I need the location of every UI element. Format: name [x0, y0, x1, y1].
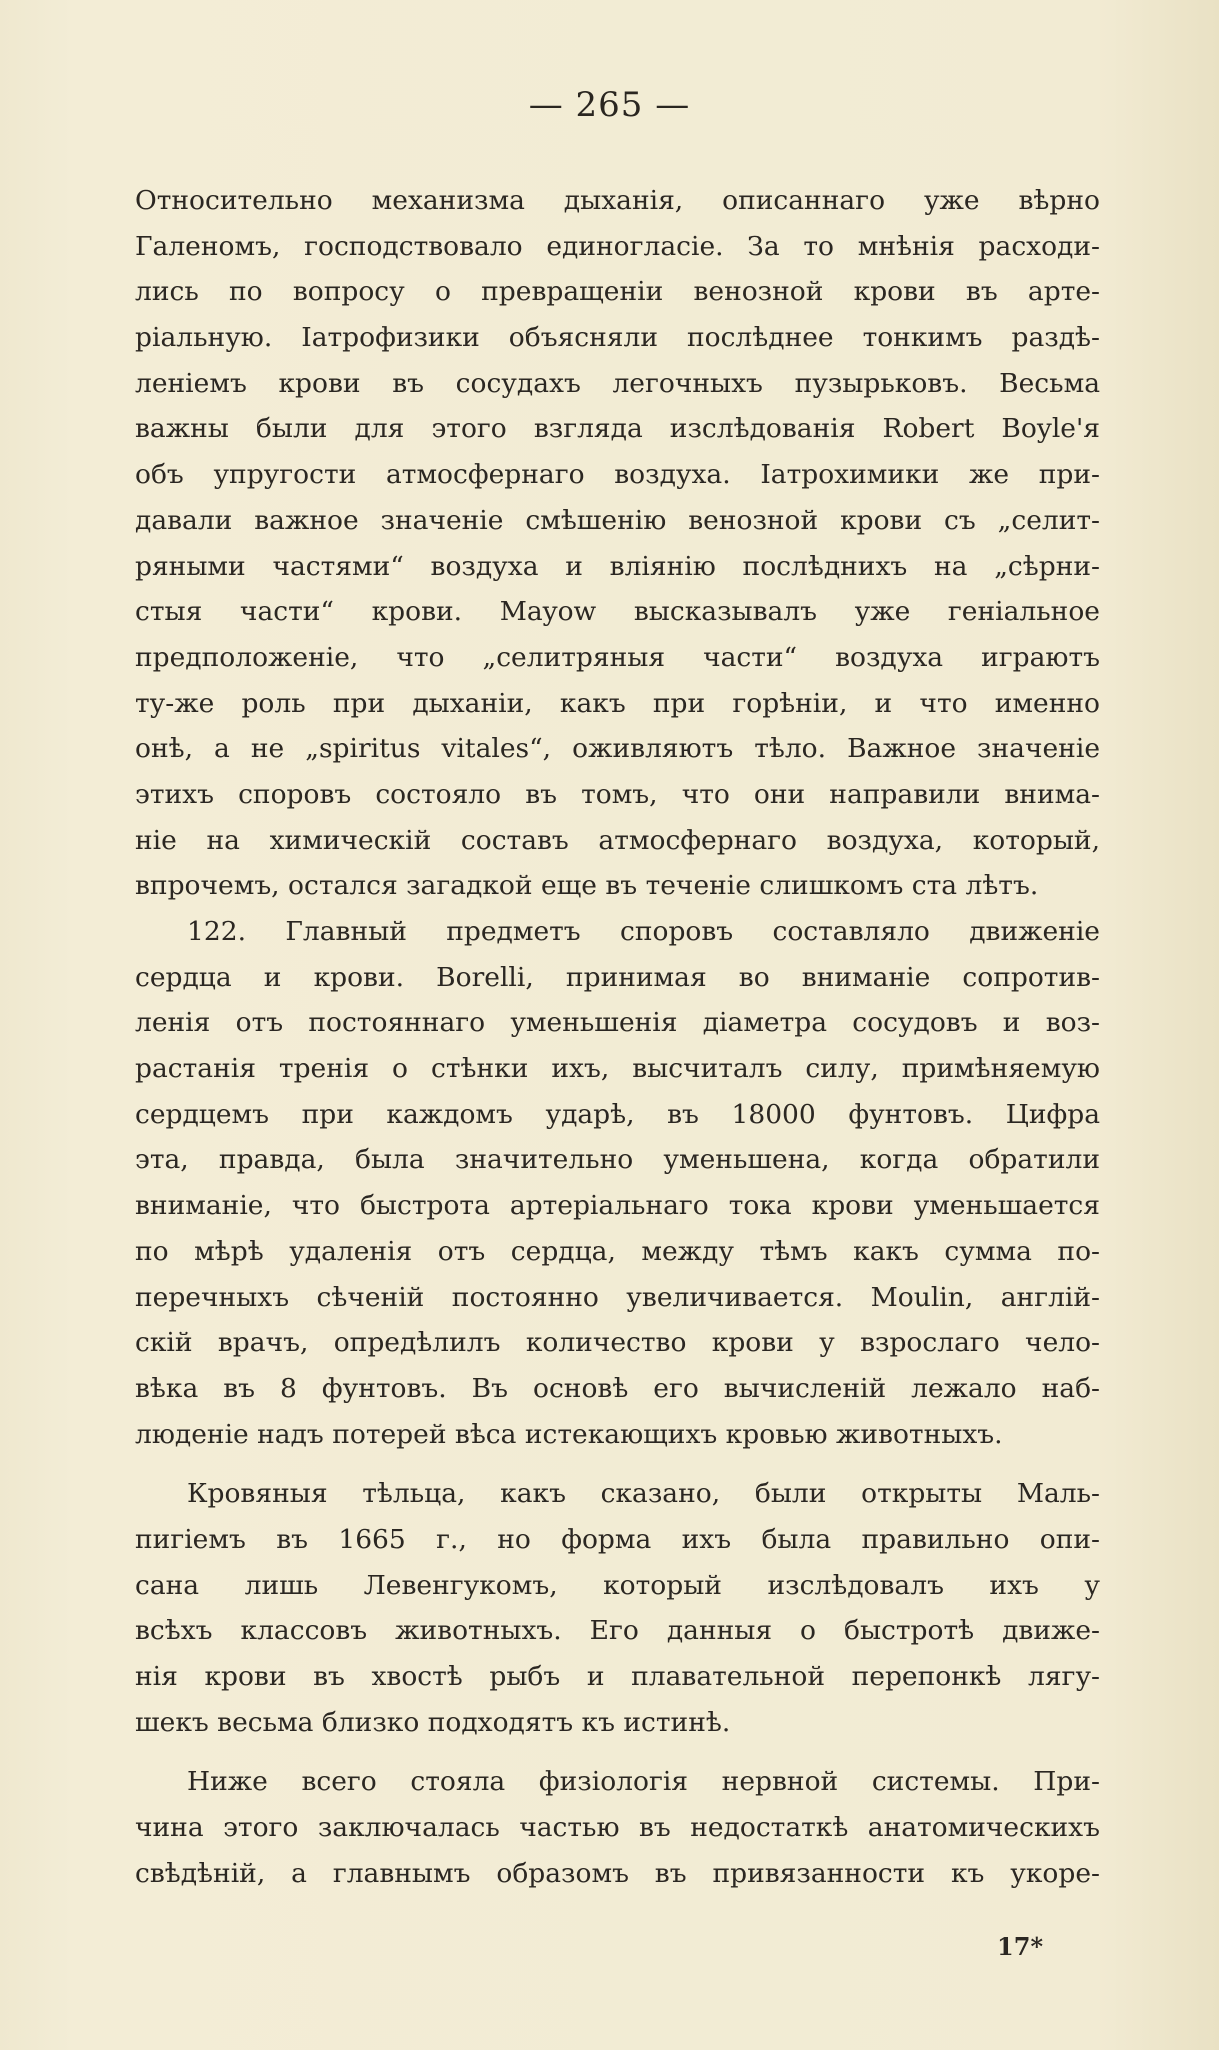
text-line: сердцемъ при каждомъ ударѣ, въ 18000 фунтовъ. Цифра: [135, 1098, 1100, 1130]
text-line: ленія отъ постояннаго уменьшенія діаметра сосудовъ и воз-: [135, 1007, 1100, 1039]
text-line: сердца и крови. Borelli, принимая во вниманіе сопротив-: [135, 961, 1100, 993]
text-line: пигіемъ въ 1665 г., но форма ихъ была правильно опи-: [135, 1523, 1100, 1555]
text-line: впрочемъ, остался загадкой еще въ теченіе слишкомъ ста лѣтъ.: [135, 870, 1039, 902]
text-line: Ниже всего стояла физіологія нервной системы. При-: [187, 1766, 1100, 1798]
page-number: — 265 —: [528, 85, 691, 125]
text-line: всѣхъ классовъ животныхъ. Его данныя о быстротѣ движе-: [135, 1615, 1100, 1647]
text-line: эта, правда, была значительно уменьшена, когда обратили: [135, 1144, 1100, 1176]
text-line: Относительно механизма дыханія, описаннаго уже вѣрно: [135, 185, 1100, 216]
text-line: вниманіе, что быстрота артеріальнаго тока крови уменьшается: [135, 1190, 1100, 1222]
text-line: давали важное значеніе смѣшенію венозной крови съ „селит-: [135, 504, 1100, 536]
text-line: 122. Главный предметъ споровъ составляло движеніе: [187, 916, 1100, 947]
text-line: люденіе надъ потерей вѣса истекающихъ кровью животныхъ.: [135, 1418, 1003, 1450]
text-line: ніе на химическій составъ атмосфернаго воздуха, который,: [135, 824, 1100, 856]
text-line: вѣка въ 8 фунтовъ. Въ основѣ его вычисленій лежало наб-: [135, 1372, 1100, 1404]
text-line: скій врачъ, опредѣлилъ количество крови у взрослаго чело-: [135, 1327, 1100, 1359]
text-line: объ упругости атмосфернаго воздуха. Іатрохимики же при-: [135, 459, 1100, 491]
text-line: шекъ весьма близко подходятъ къ истинѣ.: [135, 1706, 731, 1738]
text-line: растанія тренія о стѣнки ихъ, высчиталъ силу, примѣняемую: [135, 1053, 1100, 1085]
signature-mark: 17*: [997, 1932, 1043, 1961]
text-line: по мѣрѣ удаленія отъ сердца, между тѣмъ какъ сумма по-: [135, 1235, 1100, 1267]
text-line: леніемъ крови въ сосудахъ легочныхъ пузырьковъ. Весьма: [135, 367, 1100, 399]
text-line: нія крови въ хвостѣ рыбъ и плавательной перепонкѣ лягу-: [135, 1661, 1100, 1692]
text-line: ряными частями“ воздуха и вліянію послѣднихъ на „сѣрни-: [135, 550, 1100, 582]
text-line: важны были для этого взгляда изслѣдованія Robert Boyle'я: [135, 413, 1100, 445]
text-line: этихъ споровъ состояло въ томъ, что они направили внима-: [135, 778, 1100, 810]
text-line: сана лишь Левенгукомъ, который изслѣдовалъ ихъ у: [135, 1569, 1100, 1601]
text-line: перечныхъ сѣченій постоянно увеличивается. Moulin, англій-: [135, 1281, 1100, 1313]
text-line: свѣдѣній, а главнымъ образомъ въ привязанности къ укоре-: [135, 1857, 1100, 1889]
text-line: Галеномъ, господствовало единогласіе. За то мнѣнія расходи-: [135, 230, 1100, 262]
body-text: [135, 178, 1100, 1896]
text-line: онѣ, а не „spiritus vitales“, оживляютъ тѣло. Важное значеніе: [135, 733, 1100, 765]
text-line: чина этого заключалась частью въ недостаткѣ анатомическихъ: [135, 1812, 1100, 1844]
text-line: стыя части“ крови. Mayow высказывалъ уже геніальное: [135, 596, 1100, 628]
text-line: предположеніе, что „селитряныя части“ воздуха играютъ: [135, 641, 1100, 673]
text-line: лись по вопросу о превращеніи венозной крови въ арте-: [135, 276, 1100, 308]
text-line: ту-же роль при дыханіи, какъ при горѣніи, и что именно: [135, 687, 1100, 719]
text-line: Кровяныя тѣльца, какъ сказано, были открыты Маль-: [187, 1478, 1100, 1510]
text-line: ріальную. Іатрофизики объясняли послѣднее тонкимъ раздѣ-: [135, 322, 1100, 354]
